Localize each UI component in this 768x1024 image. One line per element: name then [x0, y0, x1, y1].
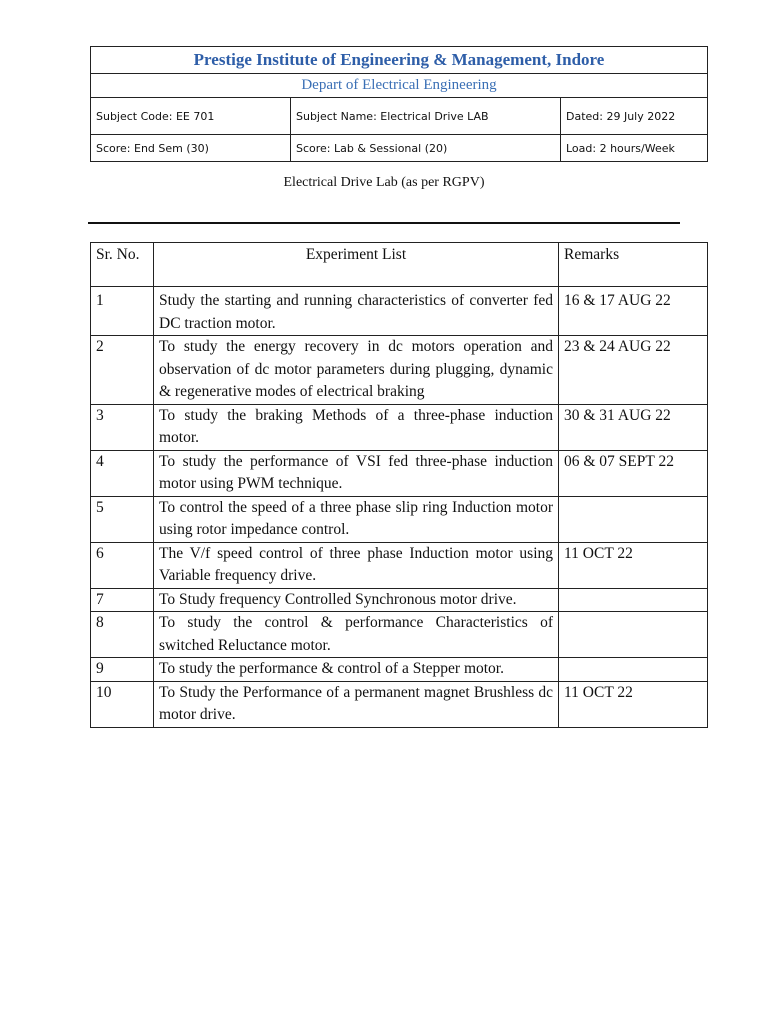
lab-title: Electrical Drive Lab (as per RGPV) [283, 175, 485, 190]
row-sr-no: 4 [91, 450, 154, 496]
table-row [91, 658, 708, 682]
row-experiment: To Study the Performance of a permanent magnet Brushless dc motor drive. [154, 681, 559, 727]
row-remarks [559, 588, 708, 612]
row-experiment: To study the energy recovery in dc motors operation and observation of dc motor parameters during plugging, dynamic & regenerative modes of electrical braking [154, 336, 559, 405]
row-experiment: To study the performance & control of a Stepper motor. [154, 658, 559, 682]
row-sr-no: 8 [91, 612, 154, 658]
score-lab-sessional: Score: Lab & Sessional (20) [291, 135, 561, 162]
table-row [91, 450, 708, 496]
row-experiment: To study the control & performance Characteristics of switched Reluctance motor. [154, 612, 559, 658]
row-experiment: To study the braking Methods of a three-phase induction motor. [154, 404, 559, 450]
row-remarks [559, 658, 708, 682]
row-remarks: 30 & 31 AUG 22 [559, 404, 708, 450]
department-name: Depart of Electrical Engineering [91, 74, 708, 98]
horizontal-rule [88, 222, 680, 224]
row-remarks: 06 & 07 SEPT 22 [559, 450, 708, 496]
header-remarks: Remarks [559, 243, 708, 287]
table-row [91, 542, 708, 588]
table-row [91, 404, 708, 450]
row-sr-no: 1 [91, 287, 154, 336]
subject-code: Subject Code: EE 701 [91, 98, 291, 135]
row-remarks [559, 612, 708, 658]
header-table [90, 46, 708, 162]
institute-name: Prestige Institute of Engineering & Management, Indore [91, 47, 708, 74]
dated: Dated: 29 July 2022 [561, 98, 708, 135]
row-remarks: 16 & 17 AUG 22 [559, 287, 708, 336]
subject-name: Subject Name: Electrical Drive LAB [291, 98, 561, 135]
score-end-sem: Score: End Sem (30) [91, 135, 291, 162]
row-sr-no: 6 [91, 542, 154, 588]
row-sr-no: 10 [91, 681, 154, 727]
row-experiment: To study the performance of VSI fed three-phase induction motor using PWM technique. [154, 450, 559, 496]
row-experiment: Study the starting and running characteristics of converter fed DC traction motor. [154, 287, 559, 336]
table-row [91, 588, 708, 612]
row-remarks: 11 OCT 22 [559, 681, 708, 727]
row-experiment: To control the speed of a three phase slip ring Induction motor using rotor impedance control. [154, 496, 559, 542]
row-sr-no: 7 [91, 588, 154, 612]
row-remarks: 23 & 24 AUG 22 [559, 336, 708, 405]
header-sr-no: Sr. No. [91, 243, 154, 287]
table-row [91, 612, 708, 658]
row-experiment: To Study frequency Controlled Synchronous motor drive. [154, 588, 559, 612]
row-experiment: The V/f speed control of three phase Induction motor using Variable frequency drive. [154, 542, 559, 588]
table-row [91, 496, 708, 542]
row-sr-no: 9 [91, 658, 154, 682]
table-header-row [91, 243, 708, 287]
row-remarks [559, 496, 708, 542]
row-sr-no: 5 [91, 496, 154, 542]
header-experiment-list: Experiment List [154, 243, 559, 287]
table-row [91, 287, 708, 336]
row-sr-no: 2 [91, 336, 154, 405]
table-row [91, 336, 708, 405]
table-row [91, 681, 708, 727]
row-remarks: 11 OCT 22 [559, 542, 708, 588]
row-sr-no: 3 [91, 404, 154, 450]
experiment-table [90, 242, 708, 728]
load: Load: 2 hours/Week [561, 135, 708, 162]
